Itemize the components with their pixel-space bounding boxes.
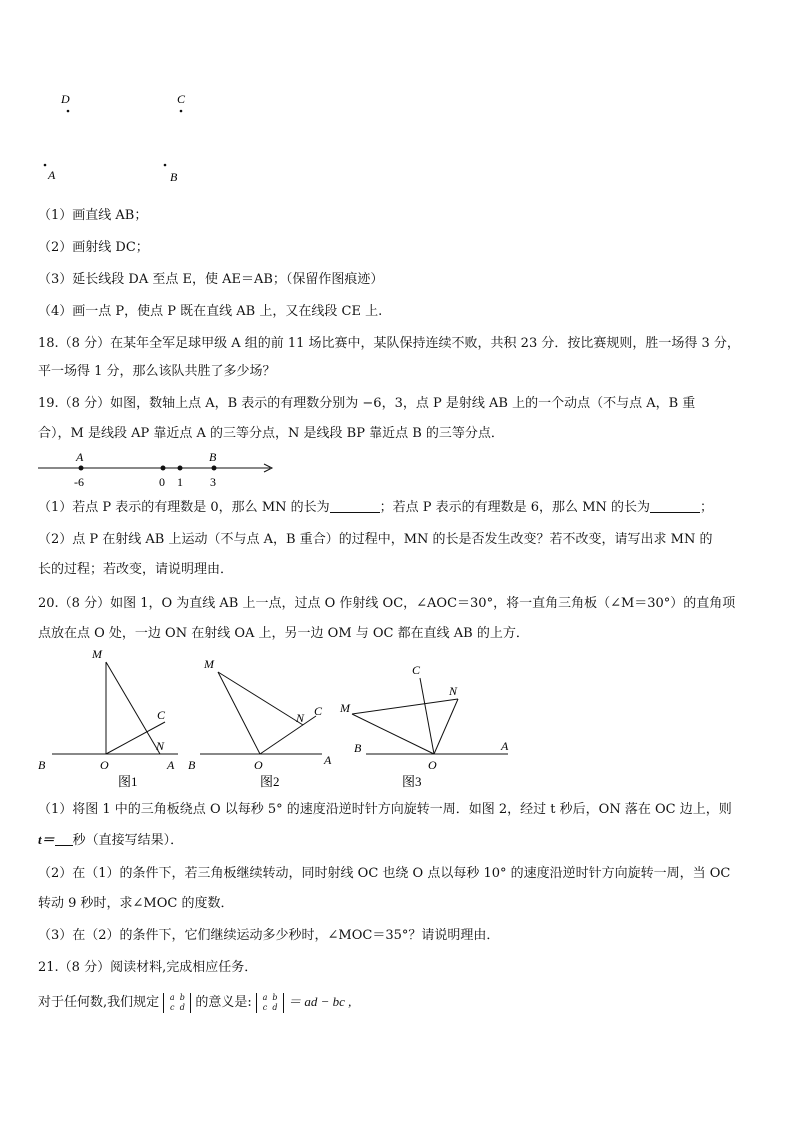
det-a: a (169, 992, 175, 1002)
point-b (164, 164, 167, 167)
det-b: b (272, 992, 278, 1002)
q19-line-2: 合），M 是线段 AP 靠近点 A 的三等分点，N 是线段 BP 靠近点 B 的三等分点． (38, 426, 504, 441)
point-d (67, 110, 70, 113)
fig1-label-a: A (167, 758, 175, 772)
answer-blank[interactable] (650, 498, 700, 513)
q20-line-2: 点放在点 O 处，一边 ON 在射线 OA 上，另一边 OM 与 OC 都在直线 AB 的上方． (38, 626, 529, 641)
q20-sub2-line-1: （2）在（1）的条件下，若三角板继续转动，同时射线 OC 也绕 O 点以每秒 10° 的速度沿逆时针方向旋转一周，当 OC (38, 866, 731, 881)
label-c: C (177, 92, 186, 106)
q19-sub1-part1: （1）若点 P 表示的有理数是 0，那么 MN 的长为 (38, 500, 330, 515)
q20-sub2-line-2: 转动 9 秒时，求∠MOC 的度数． (38, 896, 234, 911)
answer-blank[interactable] (330, 498, 380, 513)
numberline-label-b: B (209, 450, 217, 464)
fig3-label-m: M (340, 701, 350, 715)
q19-sub1-part2: ；若点 P 表示的有理数是 6，那么 MN 的长为 (379, 500, 651, 515)
q17-step-4: （4）画一点 P，使点 P 既在直线 AB 上，又在线段 CE 上. (38, 304, 383, 319)
det-c: c (262, 1002, 268, 1012)
q17-step-3: （3）延长线段 DA 至点 E，使 AE＝AB；（保留作图痕迹） (38, 272, 384, 287)
point-c (180, 110, 183, 113)
q20-sub1-line-2 (38, 830, 764, 851)
det-d: d (179, 1002, 185, 1012)
fig3-caption: 图3 (402, 774, 422, 789)
fig2-label-o: O (254, 758, 263, 772)
q20-sub1-post: 秒（直接写结果）． (72, 833, 184, 848)
q20-line-1: 20.（8 分）如图 1，O 为直线 AB 上一点，过点 O 作射线 OC，∠AOC＝30°，将一直角三角板（∠M＝30°）的直角项 (38, 596, 736, 611)
q18-line-1: 18.（8 分）在某年全军足球甲级 A 组的前 11 场比赛中，某队保持连续不败，共积 23 分．按比赛规则，胜一场得 3 分， (38, 336, 740, 351)
fig1-label-m: M (92, 647, 102, 661)
fig2-caption: 图2 (260, 774, 280, 789)
tick-label: 3 (210, 475, 216, 489)
fig1-label-o: O (100, 758, 109, 772)
q21-line-2 (38, 992, 764, 1013)
label-d: D (61, 92, 70, 106)
tick-label: -6 (74, 475, 84, 489)
fig3-label-n: N (449, 684, 458, 698)
q21-line2-pre: 对于任何数,我们规定 (38, 995, 160, 1010)
q19-number-line (30, 446, 290, 494)
fig3-label-a: A (501, 739, 509, 753)
q20-sub3: （3）在（2）的条件下，它们继续运动多少秒时，∠MOC＝35°？请说明理由． (38, 928, 500, 943)
det-b: b (179, 992, 185, 1002)
label-a: A (48, 168, 56, 182)
fig2-label-m: M (204, 657, 214, 671)
fig1-label-b: B (38, 758, 46, 772)
q21-line2-mid: 的意义是: (195, 995, 252, 1010)
answer-blank[interactable] (55, 831, 73, 846)
fig2-label-a: A (324, 753, 332, 767)
q17-step-1: （1）画直线 AB； (38, 208, 148, 223)
q21-line-1: 21.（8 分）阅读材料,完成相应任务． (38, 960, 258, 975)
numberline-label-a: A (76, 450, 84, 464)
q17-step-2: （2）画射线 DC； (38, 240, 149, 255)
q19-sub1-end: ； (700, 500, 714, 515)
tick-label: 0 (159, 475, 165, 489)
top-point-figure (30, 88, 230, 188)
q20-figure-2 (186, 644, 346, 792)
q21-line2-post: ＝ ad − bc , (288, 994, 352, 1009)
point-a (44, 164, 47, 167)
fig1-caption: 图1 (118, 774, 138, 789)
q19-sub2-line-2: 长的过程；若改变，请说明理由． (38, 562, 234, 577)
numberline-point-0 (161, 466, 166, 471)
q20-sub1-t-label: t＝ (38, 832, 55, 847)
determinant-symbol (163, 993, 191, 1013)
tick-label: 1 (177, 475, 183, 489)
fig3-label-o: O (428, 758, 437, 772)
q20-sub1-line-1: （1）将图 1 中的三角板绕点 O 以每秒 5° 的速度沿逆时针方向旋转一周．如图 2，经过 t 秒后，ON 落在 OC 边上，则 (38, 802, 732, 817)
fig1-label-n: N (156, 739, 165, 753)
fig3-label-c: C (412, 663, 421, 677)
fig2-label-b: B (188, 758, 196, 772)
q19-sub-1 (38, 498, 764, 518)
q20-figure-1 (30, 644, 190, 792)
fig1-label-c: C (157, 708, 166, 722)
det-c: c (170, 1002, 175, 1012)
q18-line-2: 平一场得 1 分，那么该队共胜了多少场？ (38, 364, 276, 379)
numberline-point-b (212, 466, 217, 471)
q19-sub2-line-1: （2）点 P 在射线 AB 上运动（不与点 A，B 重合）的过程中，MN 的长是否发生改变？若不改变，请写出求 MN 的 (38, 532, 713, 547)
numberline-point-1 (178, 466, 183, 471)
q20-figure-3 (336, 644, 526, 792)
numberline-point-a (79, 466, 84, 471)
fig2-label-n: N (296, 711, 305, 725)
fig3-label-b: B (354, 741, 362, 755)
q19-line-1: 19.（8 分）如图，数轴上点 A，B 表示的有理数分别为 −6，3，点 P 是射线 AB 上的一个动点（不与点 A，B 重 (38, 396, 696, 411)
determinant-symbol (256, 993, 284, 1013)
label-b: B (170, 170, 178, 184)
det-a: a (262, 992, 268, 1002)
det-d: d (272, 1002, 278, 1012)
fig2-label-c: C (314, 704, 323, 718)
